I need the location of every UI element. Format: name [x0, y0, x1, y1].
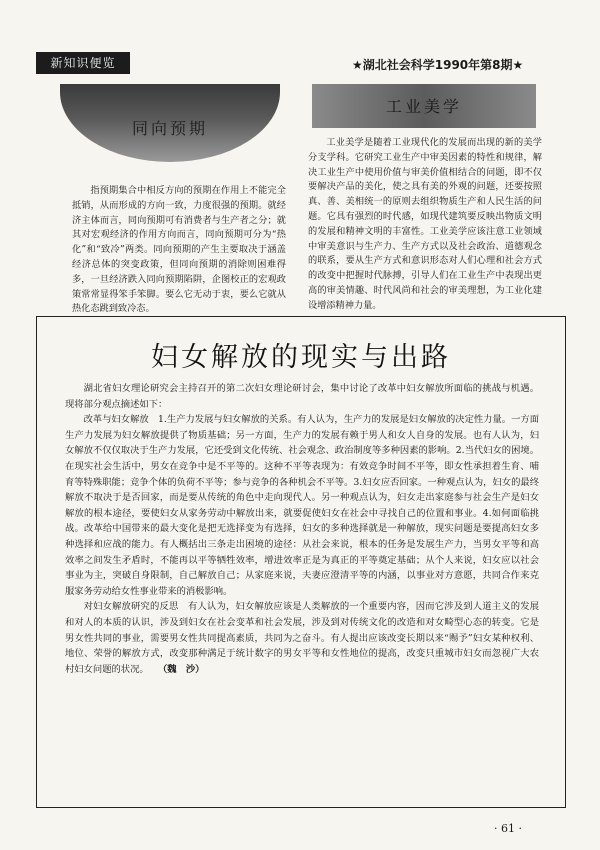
main-paragraph	[65, 599, 539, 677]
section-tag: 新知识便览	[36, 52, 130, 74]
left-article-text: 指预期集合中相反方向的预期在作用上不能完全抵销，从而形成的方向一致，力度很强的预期。就经济主体而言，同向预期可有消费者与生产者之分；就其对宏观经济的作用方向而言，同向预期可分为“热化”和“致冷”两类。同向预期的产生主要取决于涵盖经济总体的突变政策，但同向预期的消除则困难得多，一旦经济跌入同向预期陷阱，企图校正的宏观政策常常显得笨手笨脚。要么它无动于衷，要么它就从热化态跳到致冷态。	[72, 185, 286, 315]
right-article	[308, 136, 542, 314]
journal-issue: ★湖北社会科学1990年第8期★	[352, 58, 524, 72]
left-article	[72, 184, 286, 317]
main-paragraph: 改革与妇女解放 1.生产力发展与妇女解放的关系。有人认为，生产力的发展是妇女解放的决定性力量。一方面生产力发展为妇女解放提供了物质基础；另一方面，生产力的发展有赖于男人和女人自身的发展。也有人认为，妇女解放不仅仅取决于生产力发展，它还受到文化传统、社会观念、政治制度等多种因素的影响。2.当代妇女的困境。在现实社会生活中，男女在竞争中是不平等的。这种不平等表现为：有效竞争时间不平等，即女性承担着生育、哺育等特殊职能；竞争个体的负荷不平等；参与竞争的各种机会不平等。3.妇女应否回家。一种观点认为，妇女的最终解放不取决于是否回家，而是要从传统的角色中走向现代人。另一种观点认为，妇女走出家庭参与社会生产是妇女解放的根本途径，要使妇女从家务劳动中解放出来，就要促使妇女在社会中寻找自己的位置和事业。4.如何面临挑战。改革给中国带来的最大变化是把无选择变为有选择，妇女的多种选择就是一种解放，现实问题是要提高妇女多种选择和应战的能力。有人概括出三条走出困境的途径：从社会来说，根本的任务是发展生产力，当男女平等和高效率之间发生矛盾时，不能再以平等牺牲效率，增进效率正是为真正的平等奠定基础；从个人来说，妇女应以社会事业为主，突破自身限制，自己解放自己；从家庭来说，夫妻应澄清平等的内涵，以事业对方意愿，共同合作来克服家务劳动给女性事业带来的消极影响。	[65, 414, 539, 597]
right-heading: 工业美学	[385, 97, 462, 116]
left-heading-banner	[60, 84, 280, 162]
right-heading-banner	[312, 84, 536, 128]
left-heading: 同向预期	[131, 119, 208, 138]
page-number: · 61 ·	[494, 822, 522, 835]
main-paragraph: 湖北省妇女理论研究会主持召开的第二次妇女理论研讨会，集中讨论了改革中妇女解放所面临的挑战与机遇。现将部分观点摘述如下：	[65, 383, 539, 410]
main-article-body	[65, 381, 539, 677]
right-article-text: 工业美学是随着工业现代化的发展而出现的新的美学分支学科。它研究工业生产中审美因素的特性和规律，解决工业生产中使用价值与审美价值相结合的问题，即不仅要解决产品的美化，使之具有美的外观的问题，还要按照真、善、美相统一的原则去组织物质生产和人民生活的问题。它具有强烈的时代感，如现代建筑要反映出物质文明的发展和精神文明的丰富性。工业美学应该注意工业领域中审美意识与生产力、生产方式以及社会政治、道德观念的联系，要从生产方式和意识形态对人们心理和社会方式的改变中把握时代脉搏，引导人们在工业生产中表现出更高的审美情趣、时代风尚和社会的审美理想，为工业化建设增添精神力量。	[308, 137, 542, 311]
main-paragraph-text: 对妇女解放研究的反思 有人认为，妇女解放应该是人类解放的一个重要内容，因而它涉及到人道主义的发展和对人的本质的认识，涉及到妇女在社会变革和社会发展，涉及到对传统文化的改造和对女畸型心态的转变。它是男女性共同的事业，需要男女性共同提高素质，共同为之奋斗。有人提出应该改变长期以来“赐予”妇女某种权利、地位、荣誉的解放方式，改变那种满足于统计数字的男女平等和女性地位的提高，改变只重城市妇女而忽视广大农村妇女问题的状况。	[65, 601, 539, 675]
author: （魏 沙）	[162, 663, 205, 675]
main-article-title: 妇女解放的现实与出路	[151, 342, 451, 373]
main-article-box	[36, 316, 566, 808]
